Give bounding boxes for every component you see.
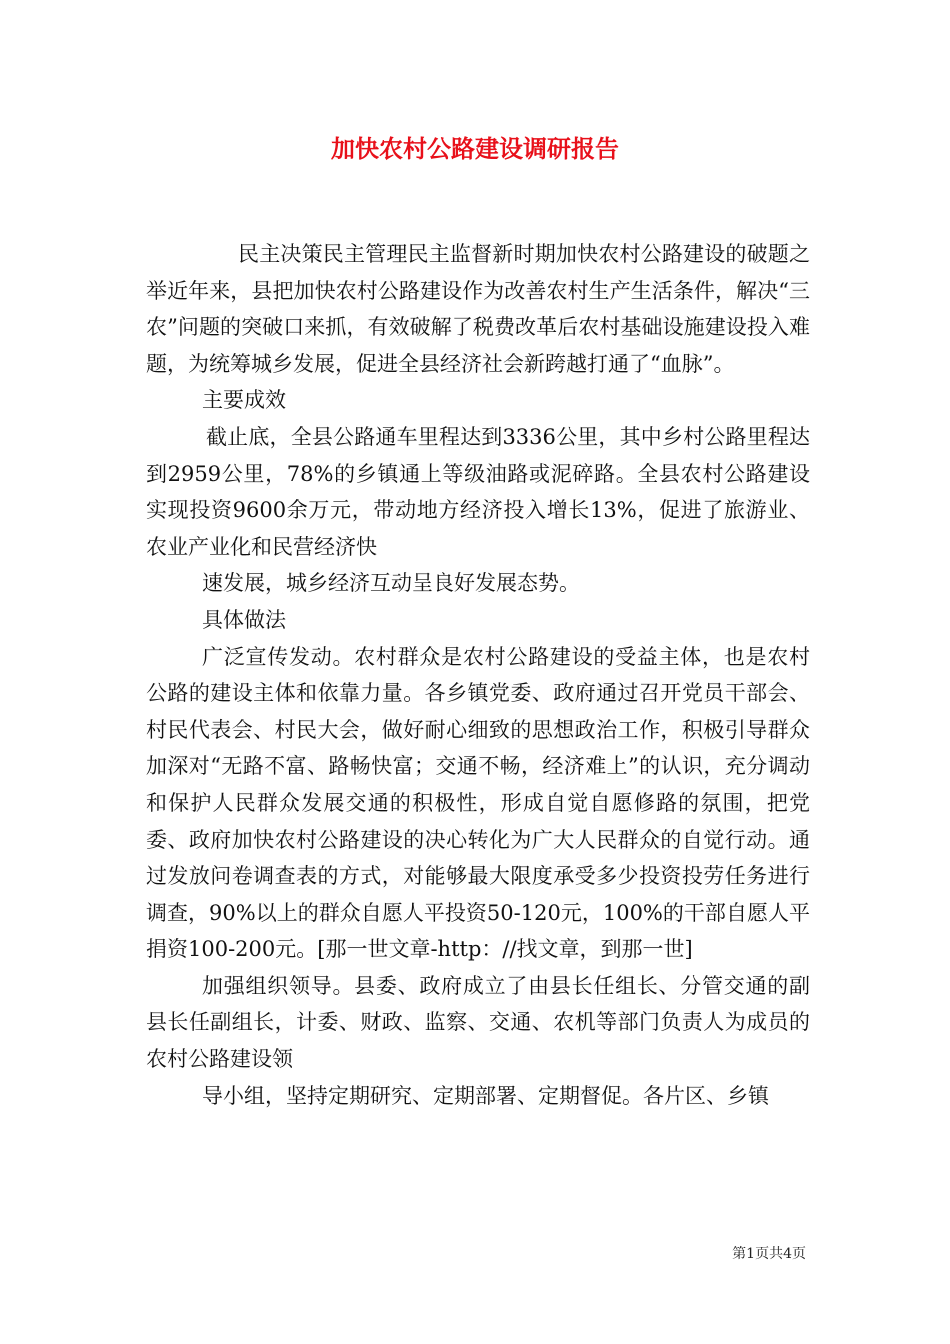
section-heading-results: 主要成效: [202, 388, 286, 413]
paragraph-leadership-continued: 导小组，坚持定期研究、定期部署、定期督促。各片区、乡镇: [202, 1083, 769, 1108]
paragraph-publicity: 广泛宣传发动。农村群众是农村公路建设的受益主体，也是农村公路的建设主体和依靠力量。各乡镇党委、政府通过召开党员干部会、村民代表会、村民大会，做好耐心细致的思想政治工作，积极引导群众加深对“无路不富、路畅快富；交通不畅，经济难上”的认识，充分调动和保护人民群众发展交通的积极性，形成自觉自愿修路的氛围，把党委、政府加快农村公路建设的决心转化为广大人民群众的自觉行动。通过发放问卷调查表的方式，对能够最大限度承受多少投资投劳任务进行调查，90%以上的群众自愿人平投资50-120元，100%的干部自愿人平捐资100-200元。[那一世文章-http：//找文章，到那一世]: [146, 644, 810, 962]
paragraph-results-continued: 速发展，城乡经济互动呈良好发展态势。: [202, 571, 580, 596]
paragraph-results: 截止底，全县公路通车里程达到3336公里，其中乡村公路里程达到2959公里，78%的乡镇通上等级油路或泥碎路。全县农村公路建设实现投资9600余万元，带动地方经济投入增长13%，促进了旅游业、农业产业化和民营经济快: [146, 424, 810, 559]
paragraph-intro: 民主决策民主管理民主监督新时期加快农村公路建设的破题之举近年来，县把加快农村公路建设作为改善农村生产生活条件，解决“三农”问题的突破口来抓，有效破解了税费改革后农村基础设施建设投入难题，为统筹城乡发展，促进全县经济社会新跨越打通了“血脉”。: [146, 242, 810, 376]
document-body: [146, 236, 810, 1114]
page-number: 第1页共4页: [732, 1246, 806, 1262]
document-title: 加快农村公路建设调研报告: [331, 134, 619, 163]
section-heading-methods: 具体做法: [202, 607, 286, 632]
paragraph-leadership: 加强组织领导。县委、政府成立了由县长任组长、分管交通的副县长任副组长，计委、财政、监察、交通、农机等部门负责人为成员的农村公路建设领: [146, 973, 810, 1072]
